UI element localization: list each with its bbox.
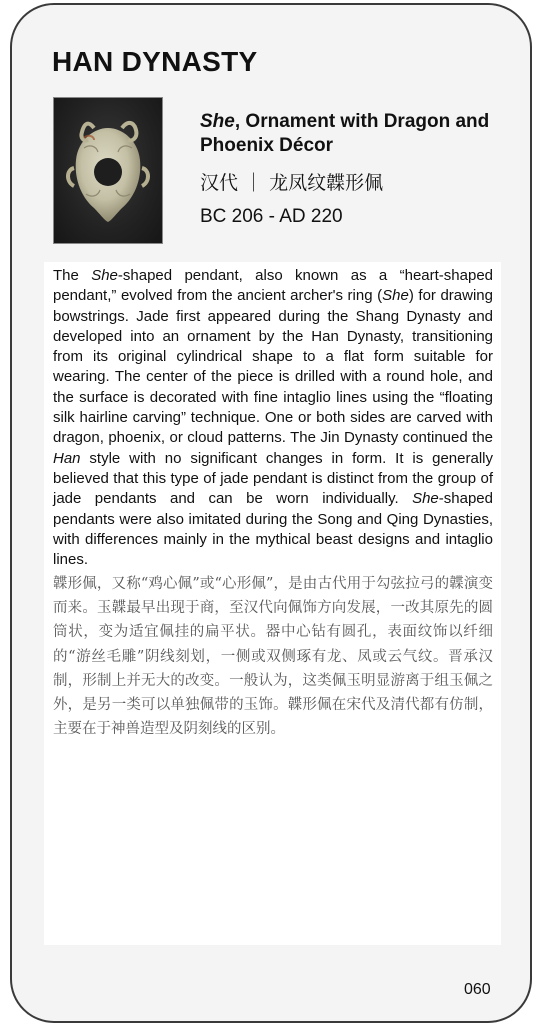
- jade-pendant-photo: [53, 97, 163, 244]
- desc-en-text-4: style with no significant changes in form. It is generally believed that this type of jade pendant is distinct from the group of jade pendants and can be worn individually.: [53, 449, 493, 508]
- object-name-rest: , Ornament with Dragon and Phoenix Décor: [200, 111, 490, 156]
- object-chinese-title: 汉代 ｜ 龙凤纹韘形佩: [200, 172, 384, 194]
- desc-en-text-3: ) for drawing bowstrings. Jade first appeared during the Shang Dynasty and developed into an ornament by the Han Dynasty, transitioning from its original cylindrical shape to a flat form suitable for wearing. The center of the piece is drilled with a round hole, and the surface is decorated with fine intaglio lines using the “floating silk hairline carving” technique. One or both sides are carved with dragon, phoenix, or cloud patterns. The Jin Dynasty continued the: [53, 287, 493, 447]
- desc-en-italic-3: Han: [53, 449, 81, 467]
- dynasty-title: HAN DYNASTY: [52, 46, 258, 77]
- desc-en-text-1: The: [53, 267, 92, 284]
- desc-en-italic-2: She: [382, 287, 409, 305]
- description-english: [53, 266, 493, 570]
- desc-en-italic-1: She: [91, 267, 118, 284]
- desc-en-italic-4: She: [412, 490, 439, 508]
- description-chinese: 韘形佩，又称“鸡心佩”或“心形佩”，是由古代用于勾弦拉弓的韘演变而来。玉韘最早出现于商，至汉代向佩饰方向发展，一改其原先的圆筒状，变为适宜佩挂的扁平状。器中心钻有圆孔，表面纹饰以纤细的“游丝毛雕”阴线刻划，一侧或双侧琢有龙、凤或云气纹。晋承汉制，形制上并无大的改变。一般认为，这类佩玉明显游离于组玉佩之外，是另一类可以单独佩带的玉饰。韘形佩在宋代及清代都有仿制，主要在于神兽造型及阴刻线的区别。: [53, 576, 493, 738]
- desc-en-text-2: -shaped pendant, also known as a “heart-shaped pendant,” evolved from the ancient archer's ring (: [53, 267, 494, 305]
- object-name-italic: She: [200, 111, 235, 132]
- object-date: BC 206 - AD 220: [200, 206, 343, 227]
- jade-pendant-image: [54, 98, 162, 243]
- object-name: [200, 110, 500, 158]
- page-number: 060: [464, 981, 491, 998]
- desc-en-text-5: -shaped pendants were also imitated during the Song and Qing Dynasties, with differences mainly in the mythical beast designs and intaglio lines.: [53, 490, 493, 569]
